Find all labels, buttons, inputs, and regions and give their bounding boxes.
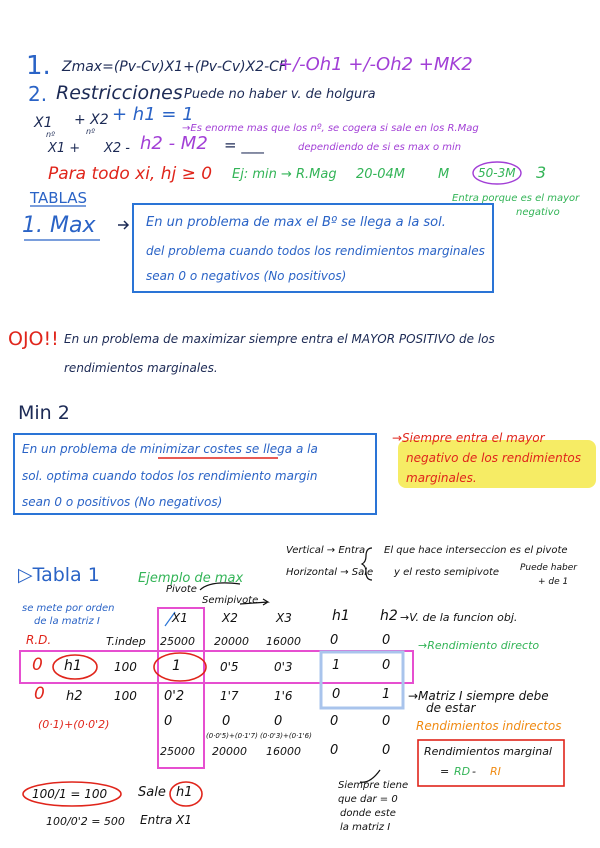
objective-formula: Zmax=(Pv-Cv)X1+(Pv-Cv)X2-CF: [62, 59, 287, 75]
enorme-note-1: →Es enorme mas que los nº, se cogera si sale en los R.Mag: [182, 123, 479, 134]
row1-h2: 0: [382, 658, 391, 673]
min-label: Min 2: [18, 402, 70, 424]
row2-x1: 0'2: [164, 689, 185, 704]
row2-base: h2: [66, 689, 83, 704]
row1-x3: 0'3: [274, 660, 293, 674]
semipivote-label: Semipivote: [202, 595, 259, 606]
max-line-2: del problema cuando todos los rendimientos marginales: [146, 244, 485, 258]
rend-directo: →Rendimiento directo: [418, 639, 540, 652]
c1-tail: + h1 = 1: [112, 104, 194, 125]
header-note: →V. de la funcion obj.: [400, 611, 518, 624]
min-line-2: sol. optima cuando todos los rendimiento margin: [22, 469, 318, 483]
calc-1-tail: Sale: [138, 785, 166, 800]
pivote-label: Pivote: [166, 584, 197, 595]
siempre-3: donde este: [340, 808, 396, 819]
row2-ind: 100: [114, 689, 137, 703]
row1-x2: 0'5: [220, 660, 239, 674]
rm-formula-minus: -: [472, 765, 476, 778]
matriz-note-1: →Matriz I siempre debe: [408, 689, 549, 703]
objective-extra: +/-Oh1 +/-Oh2 +MK2: [278, 54, 473, 75]
row2-x3: 1'6: [274, 689, 293, 703]
arrow-icon: [118, 221, 128, 229]
row1-base: h1: [64, 658, 82, 674]
c1-x1: X1: [34, 115, 53, 131]
ejemplo-v1: 20-04M: [356, 167, 405, 182]
row1-x1: 1: [172, 658, 181, 674]
para-todo: Para todo xi, hj ≥ 0: [48, 164, 213, 184]
ejemplo-v3: 3: [536, 163, 547, 182]
matriz-note-2: de estar: [426, 701, 476, 715]
ri-x2: 0: [222, 714, 231, 729]
max-line-3: sean 0 o negativos (No positivos): [146, 269, 347, 283]
c2-x1: X1 +: [48, 141, 81, 156]
tablas-title: TABLAS: [30, 189, 88, 207]
c2-x2: X2 -: [104, 141, 130, 156]
row2-h2: 1: [382, 687, 391, 702]
c1-x2-sub: nº: [86, 127, 95, 136]
item-number-1: 1.: [26, 51, 51, 81]
c2-equals: = ___: [224, 136, 264, 154]
rd-label: R.D.: [26, 633, 52, 647]
calc-2: 100/0'2 = 500: [46, 815, 125, 828]
rm-title: Rendimientos marginal: [424, 745, 552, 758]
rm-h2: 0: [382, 743, 391, 758]
min-side-2: negativo de los rendimientos: [406, 451, 581, 465]
row1-cost: 0: [32, 655, 43, 675]
ejemplo-text: Ej: min → R.Mag: [232, 167, 337, 182]
tabla1-title: ▷Tabla 1: [18, 564, 100, 586]
obj-x2: 20000: [214, 635, 249, 648]
rm-formula-ri: RI: [490, 765, 501, 778]
siempre-2: que dar = 0: [338, 794, 398, 805]
ojo-line-1: En un problema de maximizar siempre entra el MAYOR POSITIVO de los: [64, 332, 495, 346]
tindep-label: T.indep: [106, 635, 146, 648]
item-number-2: 2.: [28, 82, 48, 106]
brace-note-2: y el resto semipivote: [394, 567, 500, 578]
obj-x3: 16000: [266, 635, 301, 648]
rm-x1: 25000: [160, 745, 195, 758]
ri-detail: (0·0'5)+(0·1'7) (0·0'3)+(0·1'6): [206, 732, 312, 740]
ejemplo-v2: M: [438, 167, 450, 182]
ri-h1: 0: [330, 714, 339, 729]
min-side-3: marginales.: [406, 471, 477, 485]
calc-1: 100/1 = 100: [32, 787, 108, 801]
restricciones-title: Restricciones: [56, 82, 183, 104]
ri-x3: 0: [274, 714, 283, 729]
row1-ind: 100: [114, 660, 137, 674]
entra-note-2: negativo: [516, 207, 560, 218]
vertical-entra: Vertical → Entra: [286, 545, 366, 556]
brace-note-3: Puede haber: [520, 563, 577, 573]
rm-x2: 20000: [212, 745, 247, 758]
enorme-note-2: dependiendo de si es max o min: [298, 142, 462, 153]
calc-1-circled: h1: [176, 785, 193, 800]
rm-x3: 16000: [266, 745, 301, 758]
brace-note-1: El que hace interseccion es el pivote: [384, 545, 568, 556]
se-mete-1: se mete por orden: [22, 603, 115, 614]
row2-x2: 1'7: [220, 689, 239, 703]
header-x1: X1: [172, 611, 188, 625]
min-line-1: En un problema de minimizar costes se llega a la: [22, 442, 318, 456]
tabla1-ejemplo: Ejemplo de max: [138, 571, 244, 586]
row1-h1: 1: [332, 658, 341, 673]
header-x3: X3: [276, 611, 292, 625]
row2-h1: 0: [332, 687, 341, 702]
ojo-label: OJO!!: [8, 328, 59, 350]
min-side-1: →Siempre entra el mayor: [392, 431, 545, 445]
obj-x1: 25000: [160, 635, 195, 648]
brace-note-4: + de 1: [538, 577, 569, 587]
calc-2-tail: Entra X1: [140, 813, 192, 827]
header-h1: h1: [332, 608, 350, 624]
horizontal-sale: Horizontal → Sale: [286, 567, 374, 578]
max-line-1: En un problema de max el Bº se llega a la sol.: [146, 215, 446, 230]
ri-x1: 0: [164, 714, 173, 729]
c1-x1-sub: nº: [46, 130, 55, 139]
se-mete-2: de la matriz I: [34, 616, 100, 627]
min-line-3: sean 0 o positivos (No negativos): [22, 495, 223, 509]
row2-cost: 0: [34, 684, 45, 704]
rm-formula-eq: =: [440, 765, 450, 778]
pivot-column-highlight: [158, 608, 204, 768]
max-label: 1. Max: [22, 213, 96, 238]
siempre-4: la matriz I: [340, 822, 391, 833]
rm-h1: 0: [330, 743, 339, 758]
header-h2: h2: [380, 608, 398, 624]
header-x2: X2: [222, 611, 238, 625]
entra-note-1: Entra porque es el mayor: [452, 193, 580, 204]
siempre-1: Siempre tiene: [338, 780, 409, 791]
ri-h2: 0: [382, 714, 391, 729]
c1-x2: + X2: [74, 112, 109, 128]
ejemplo-circled: 50-3M: [478, 166, 516, 180]
obj-h2: 0: [382, 633, 391, 648]
obj-h1: 0: [330, 633, 339, 648]
ojo-line-2: rendimientos marginales.: [64, 361, 218, 375]
holgura-note: Puede no haber v. de holgura: [184, 87, 376, 102]
ri-label: (0·1)+(0·0'2): [38, 718, 110, 731]
c2-tail: h2 - M2: [140, 133, 208, 154]
rm-formula-rd: RD: [454, 765, 471, 778]
rend-indirectos: Rendimientos indirectos: [416, 719, 562, 733]
